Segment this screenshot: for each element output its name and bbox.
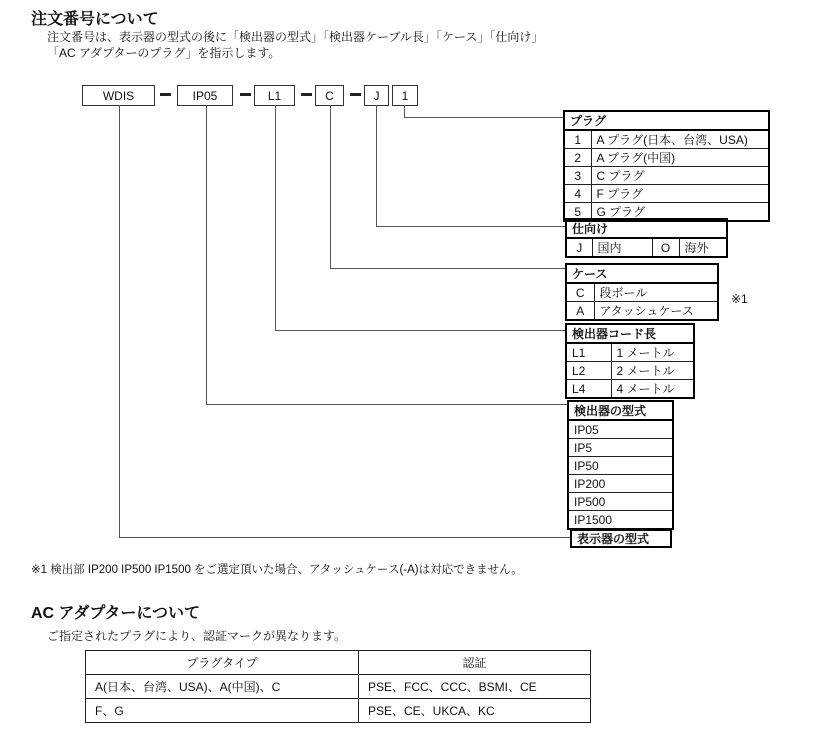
- table-row: [568, 493, 673, 511]
- ac-adapter-section-title: AC アダプターについて: [31, 605, 200, 622]
- plug-label: F プラグ: [591, 185, 769, 203]
- plug-code: 3: [564, 167, 591, 185]
- plug-type-header: プラグタイプ: [86, 651, 359, 675]
- table-row: [564, 130, 769, 149]
- cord-code: L2: [566, 362, 611, 380]
- table-row: [566, 380, 694, 399]
- order-code-segment-case: C: [315, 85, 344, 106]
- cord-length-table: [565, 323, 695, 399]
- detector-model: IP05: [568, 420, 673, 439]
- detector-model: IP5: [568, 439, 673, 457]
- table-row: [568, 420, 673, 439]
- plug-label: A プラグ(日本、台湾、USA): [591, 130, 769, 149]
- case-table: [565, 263, 719, 321]
- footnote-case-restriction: ※1 検出部 IP200 IP500 IP1500 をご選定頂いた場合、アタッシュケース(-A)は対応できません。: [31, 564, 523, 576]
- table-row: [564, 149, 769, 167]
- ac-adapter-intro: ご指定されたプラグにより、認証マークが異なります。: [47, 629, 347, 643]
- plug-code: 4: [564, 185, 591, 203]
- certification-cell: PSE、FCC、CCC、BSMI、CE: [359, 675, 591, 699]
- plug-table-title: プラグ: [564, 111, 769, 130]
- destination-label: 国内: [592, 238, 652, 257]
- table-row: [568, 439, 673, 457]
- order-intro-line-1: 注文番号は、表示器の型式の後に「検出器の型式」「検出器ケーブル長」「ケース」「仕向け」: [47, 30, 544, 44]
- case-code: A: [566, 302, 594, 321]
- order-code-segment-cord-length: L1: [254, 85, 295, 106]
- dash-separator: [240, 93, 251, 96]
- certification-cell: PSE、CE、UKCA、KC: [359, 699, 591, 723]
- plug-label: C プラグ: [591, 167, 769, 185]
- certification-header: 認証: [359, 651, 591, 675]
- order-code-segment-display-model: WDIS: [82, 85, 155, 106]
- cord-label: 1 メートル: [611, 343, 694, 362]
- table-row: [568, 475, 673, 493]
- detector-model: IP1500: [568, 511, 673, 530]
- plug-label: G プラグ: [591, 203, 769, 222]
- table-row: [566, 238, 727, 257]
- detector-model: IP500: [568, 493, 673, 511]
- order-section-title: 注文番号について: [31, 11, 159, 28]
- order-code-segment-plug: 1: [392, 85, 418, 106]
- plug-type-cell: F、G: [86, 699, 359, 723]
- table-row: [86, 675, 591, 699]
- table-row: [566, 362, 694, 380]
- table-row: [568, 457, 673, 475]
- display-model-label-box: 表示器の型式: [570, 529, 672, 548]
- cord-length-table-title: 検出器コード長: [566, 324, 694, 343]
- detector-model-table: [567, 400, 674, 530]
- cord-label: 4 メートル: [611, 380, 694, 399]
- ac-adapter-table: [85, 650, 591, 723]
- order-code-segment-destination: J: [364, 85, 389, 106]
- table-row: [568, 511, 673, 530]
- table-header-row: [86, 651, 591, 675]
- detector-model-table-title: 検出器の型式: [568, 401, 673, 420]
- cord-code: L4: [566, 380, 611, 399]
- destination-table-title: 仕向け: [566, 219, 727, 238]
- table-row: [86, 699, 591, 723]
- table-row: [566, 302, 718, 321]
- case-label: 段ボール: [594, 283, 718, 302]
- order-code-segment-detector-model: IP05: [177, 85, 233, 106]
- case-label: アタッシュケース: [594, 302, 718, 321]
- case-code: C: [566, 283, 594, 302]
- cord-label: 2 メートル: [611, 362, 694, 380]
- connector-line-display-model: [119, 105, 570, 538]
- detector-model: IP50: [568, 457, 673, 475]
- destination-code: O: [652, 238, 679, 257]
- plug-type-cell: A(日本、台湾、USA)、A(中国)、C: [86, 675, 359, 699]
- dash-separator: [350, 93, 361, 96]
- dash-separator: [301, 93, 312, 96]
- cord-code: L1: [566, 343, 611, 362]
- plug-code: 2: [564, 149, 591, 167]
- destination-code: J: [566, 238, 592, 257]
- plug-code: 5: [564, 203, 591, 222]
- destination-table: [565, 218, 728, 258]
- order-intro-line-2: 「AC アダプターのプラグ」を指示します。: [47, 46, 281, 60]
- dash-separator: [160, 93, 171, 96]
- destination-label: 海外: [679, 238, 727, 257]
- table-row: [566, 283, 718, 302]
- detector-model: IP200: [568, 475, 673, 493]
- plug-code: 1: [564, 130, 591, 149]
- case-table-title: ケース: [566, 264, 718, 283]
- plug-label: A プラグ(中国): [591, 149, 769, 167]
- table-row: [566, 343, 694, 362]
- table-row: [564, 167, 769, 185]
- plug-table: [563, 110, 770, 222]
- case-note-reference: ※1: [731, 292, 748, 306]
- table-row: [564, 185, 769, 203]
